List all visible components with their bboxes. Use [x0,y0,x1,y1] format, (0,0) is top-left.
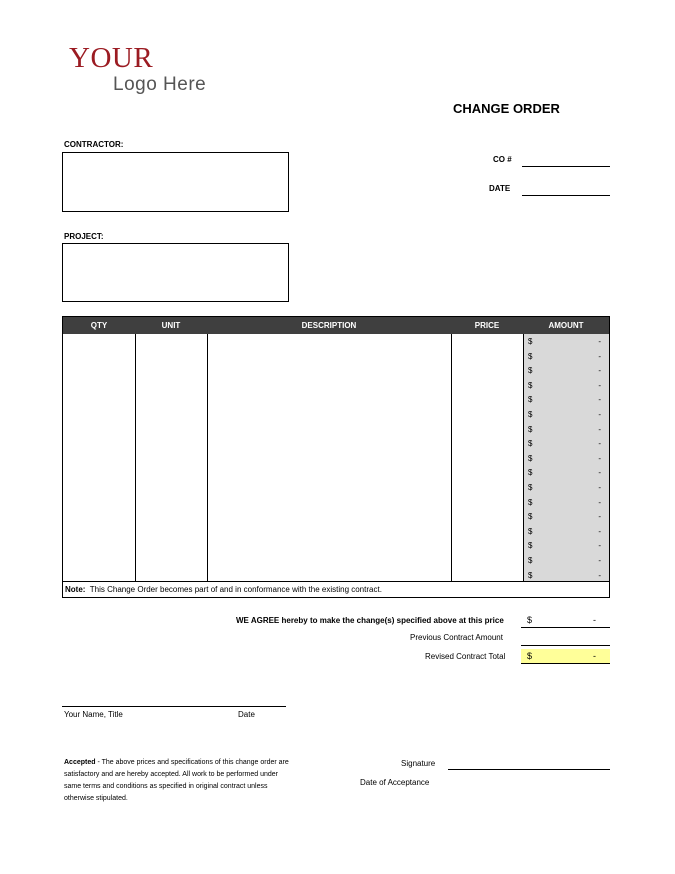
table-header [63,317,609,334]
amount-currency: $ [528,337,533,346]
amount-value: - [598,483,601,492]
accepted-body: - The above prices and specifications of this change order are satisfactory and are hereby accepted. All work to be performed under same terms and conditions as specified in original contract unless otherwise stipulated. [64,759,289,802]
previous-amount-label: Previous Contract Amount [410,633,503,642]
header-amount: AMOUNT [548,321,584,330]
header-qty: QTY [90,321,108,330]
header-description: DESCRIPTION [301,321,357,330]
column-divider [207,334,208,581]
amount-currency: $ [528,380,533,390]
amount-value: - [598,556,601,565]
date-label: DATE [489,184,511,193]
signoff-date-label: Date [238,710,255,719]
amount-currency: $ [528,512,533,522]
revised-total-field[interactable] [521,649,610,664]
amount-currency: $ [528,526,533,536]
previous-amount-field[interactable] [521,631,610,646]
amount-value: - [598,351,601,361]
contractor-label: CONTRACTOR: [64,140,124,149]
column-divider [135,334,136,581]
amount-currency: $ [528,453,533,463]
amount-value: - [598,424,601,434]
amount-currency: $ [528,366,533,376]
amount-currency: $ [528,468,533,478]
amount-currency: $ [528,424,533,434]
header-unit: UNIT [161,321,181,330]
date-field[interactable] [522,195,610,196]
acceptance-text [64,757,289,805]
amount-currency: $ [528,497,533,507]
amount-currency: $ [528,351,533,361]
revised-total-label: Revised Contract Total [425,652,506,661]
co-number-label: CO # [493,155,512,164]
name-signature-line[interactable] [62,706,286,707]
amount-value: - [598,395,601,405]
amount-currency: $ [528,395,533,405]
your-name-title-label: Your Name, Title [64,710,123,719]
amount-currency: $ [528,570,533,580]
line-items-table [62,316,610,598]
revised-total-currency: $ [527,651,533,661]
amount-currency: $ [528,410,533,419]
amount-column [524,334,609,581]
amount-value: - [598,526,601,536]
agreed-price-currency: $ [527,615,533,625]
project-field[interactable] [62,243,289,302]
amount-currency: $ [528,556,533,565]
contractor-field[interactable] [62,152,289,212]
column-divider [451,334,452,581]
note-label: Note: [65,585,86,594]
amount-value: - [598,439,601,449]
logo-line1: YOUR [69,42,154,74]
agree-statement: WE AGREE hereby to make the change(s) specified above at this price [236,616,504,625]
agreed-price-field[interactable] [521,613,610,628]
signature-field[interactable] [448,769,610,770]
revised-total-value: - [593,651,596,661]
amount-value: - [598,410,601,419]
table-body[interactable] [63,334,609,581]
date-of-acceptance-label: Date of Acceptance [360,778,430,787]
amount-value: - [598,453,601,463]
amount-value: - [598,541,601,551]
document-title: CHANGE ORDER [453,101,560,116]
logo-line2: Logo Here [113,74,207,95]
contract-note [63,581,609,597]
amount-value: - [598,380,601,390]
amount-currency: $ [528,439,533,449]
amount-value: - [598,512,601,522]
amount-value: - [598,366,601,376]
accepted-label: Accepted [64,759,96,766]
amount-value: - [598,570,601,580]
project-label: PROJECT: [64,232,104,241]
header-price: PRICE [474,321,500,330]
co-number-field[interactable] [522,166,610,167]
amount-currency: $ [528,541,533,551]
amount-value: - [598,468,601,478]
note-text: This Change Order becomes part of and in conformance with the existing contract. [89,585,382,594]
amount-currency: $ [528,483,533,492]
amount-value: - [598,337,601,346]
agreed-price-value: - [593,615,596,625]
column-divider [523,334,524,581]
amount-value: - [598,497,601,507]
signature-label: Signature [401,759,436,768]
